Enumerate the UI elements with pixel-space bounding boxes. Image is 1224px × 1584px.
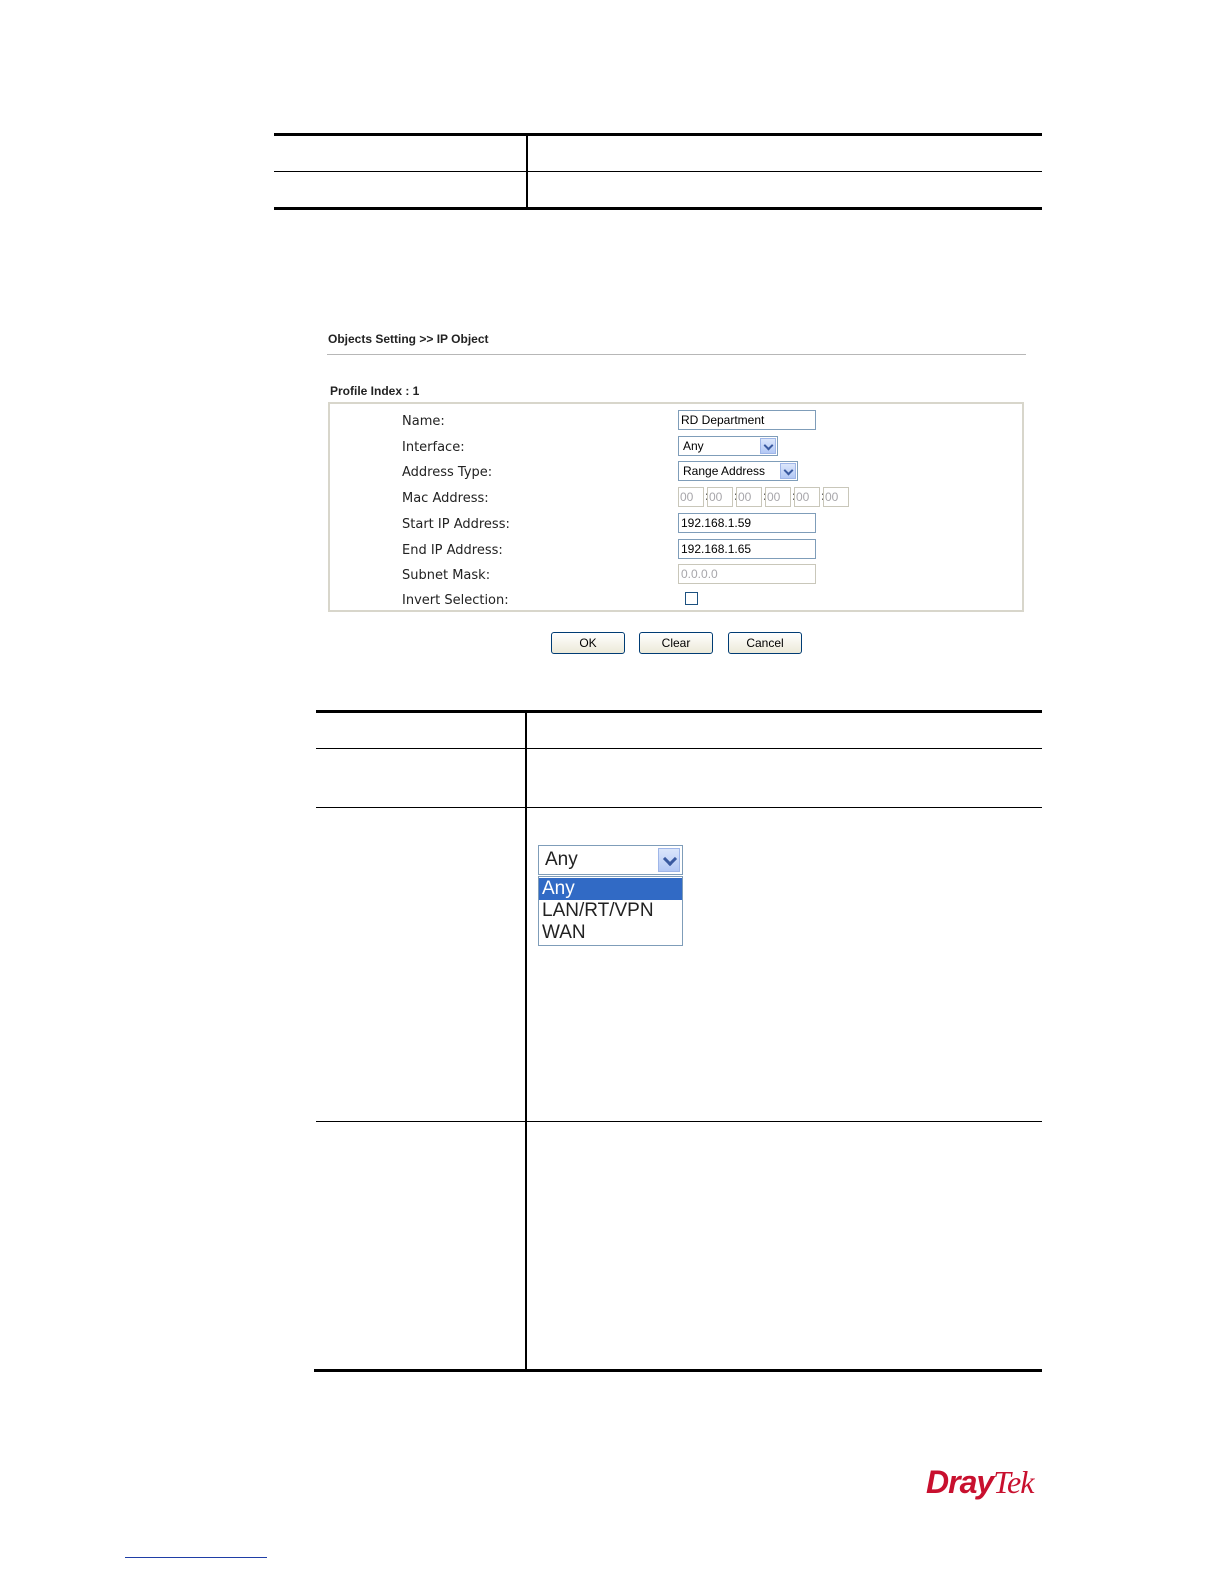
form-row-mac-address [330, 487, 1022, 511]
mac-segment-4[interactable]: 00 [765, 487, 791, 507]
dropdown-option-wan[interactable]: WAN [542, 922, 586, 943]
breadcrumb: Objects Setting >> IP Object [328, 332, 489, 346]
chevron-down-icon[interactable] [658, 848, 680, 872]
top-table [274, 133, 1042, 210]
subnet-mask-input[interactable]: 0.0.0.0 [678, 564, 816, 584]
mac-segment-3[interactable]: 00 [736, 487, 762, 507]
mac-separator: : [821, 489, 826, 503]
dropdown-option-any[interactable]: Any [539, 878, 682, 900]
address-type-select-value: Range Address [683, 464, 766, 478]
subnet-mask-label: Subnet Mask: [402, 568, 491, 583]
table-column-divider [526, 133, 528, 210]
start-ip-input[interactable]: 192.168.1.59 [678, 513, 816, 533]
table-row-divider [316, 807, 1042, 808]
interface-dropdown-example [538, 845, 683, 946]
form-row-address-type [330, 461, 1022, 485]
address-type-select[interactable] [678, 461, 798, 481]
interface-dropdown-value: Any [545, 849, 578, 870]
clear-button[interactable]: Clear [639, 632, 713, 654]
form-row-invert-selection [330, 589, 1022, 613]
mac-separator: : [763, 489, 768, 503]
end-ip-input[interactable]: 192.168.1.65 [678, 539, 816, 559]
table-rule-bottom [274, 207, 1042, 210]
table-column-divider [525, 710, 527, 1372]
logo-tek: Tek [993, 1464, 1034, 1500]
interface-dropdown-list [538, 876, 683, 946]
chevron-down-icon[interactable] [780, 463, 796, 479]
mac-segment-1[interactable]: 00 [678, 487, 704, 507]
draytek-logo [926, 1464, 1033, 1501]
invert-selection-checkbox[interactable] [685, 592, 698, 605]
table-rule-header [274, 171, 1042, 172]
invert-selection-label: Invert Selection: [402, 593, 509, 608]
table-rule-bottom [314, 1369, 1042, 1372]
form-row-subnet-mask [330, 564, 1022, 588]
table-rule-top [274, 133, 1042, 136]
interface-select[interactable] [678, 436, 778, 456]
name-label: Name: [402, 414, 445, 429]
table-row-divider [316, 1121, 1042, 1122]
dropdown-option-lan-rt-vpn[interactable]: LAN/RT/VPN [542, 900, 654, 921]
mac-segment-6[interactable]: 00 [823, 487, 849, 507]
form-row-start-ip [330, 513, 1022, 537]
address-type-label: Address Type: [402, 465, 493, 480]
mac-separator: : [792, 489, 797, 503]
interface-select-value: Any [683, 439, 704, 453]
breadcrumb-divider [327, 354, 1026, 355]
mac-segment-2[interactable]: 00 [707, 487, 733, 507]
end-ip-label: End IP Address: [402, 543, 503, 558]
ip-object-screenshot [322, 322, 1032, 662]
mac-segment-5[interactable]: 00 [794, 487, 820, 507]
ok-button[interactable]: OK [551, 632, 625, 654]
form-row-end-ip [330, 539, 1022, 563]
form-row-interface [330, 436, 1022, 460]
form-row-name [330, 410, 1022, 434]
name-input[interactable]: RD Department [678, 410, 816, 430]
footer-link-underline [125, 1557, 267, 1558]
mac-address-label: Mac Address: [402, 491, 489, 506]
interface-dropdown[interactable] [538, 845, 683, 875]
logo-dray: Dray [926, 1464, 994, 1500]
interface-label: Interface: [402, 440, 465, 455]
table-rule-top [316, 710, 1042, 713]
chevron-down-icon[interactable] [760, 438, 776, 454]
ip-object-form [328, 402, 1024, 612]
table-rule-header [316, 748, 1042, 749]
description-table [314, 710, 1042, 1372]
mac-separator: : [734, 489, 739, 503]
profile-index: Profile Index : 1 [330, 384, 420, 398]
cancel-button[interactable]: Cancel [728, 632, 802, 654]
start-ip-label: Start IP Address: [402, 517, 510, 532]
mac-separator: : [705, 489, 710, 503]
